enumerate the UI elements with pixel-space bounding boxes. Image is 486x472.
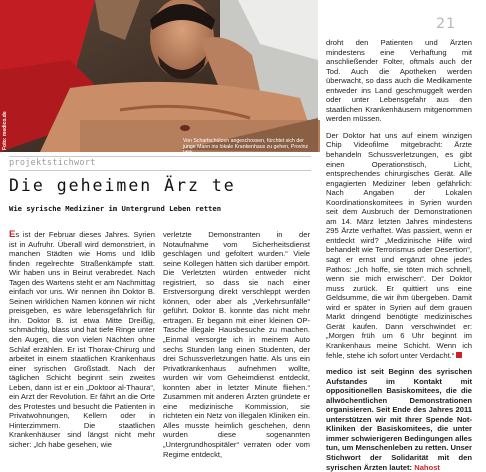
appeal-body: medico ist seit Beginn des syrischen Aufstandes im Kontakt mit oppositionellen Basiskomitees, die die allwöchentlichen Demonstrationen organisieren. Seit Ende des Jahres 2011 unterstützen wir mit Ihrer Spende Not-Kliniken der Basiskomitees, die unter immer schwierigeren Bedingungen alles tun, um Menschenleben zu retten. Unser Stichwort der Solidarität mit den syrischen Ärzten lautet:: [326, 367, 472, 472]
donation-keyword: Nahost: [414, 462, 440, 472]
text-column-3: [326, 38, 472, 472]
photo-credit: Foto: medico.de: [2, 111, 8, 150]
divider-bottom: [9, 170, 311, 171]
appeal-box: [326, 367, 472, 472]
text-column-2: [163, 230, 310, 462]
drop-cap: E: [9, 229, 16, 240]
text-column-1: [9, 230, 155, 462]
wounded-patient-image: [0, 0, 318, 152]
page-number: 21: [436, 16, 456, 32]
paragraph-text: Der Doktor hat uns auf einem winzigen Chip Videofilme mitgebracht: Ärzte behandeln Schussverletzungen, es gibt einen Operationstisch, Licht, entsprechendes chirurgisches Gerät. Alle engagierten Mediziner leben gefährlich: Nach Angaben der Lokalen Koordinationskomitees in Syrien wurden seit dem Ausbruch der Demonstrationen am 14. März letzten Jahres mindestens 295 Ärzte verhaftet. Was passiert, wenn er entdeckt wird? „Medizinische Hilfe wird behandelt wie Terrorismus oder Desertion“, sagt er ernst und ergänzt ohne jedes Pathos: „Ich hoffe, sie töten mich schnell, wenn sie mich erwischen“. Der Doktor muss zurück. Er quittiert uns eine Geldsumme, die wir ihm übergeben. Damit wird er später in Syrien auf dem grauen Markt dringend benötigte medizinisches Gerät kaufen. Dann verschwindet er: „Morgen früh um 6 Uhr beginnt im Krankenhaus meine Schicht. Wenn ich fehle, stehe ich sofort unter Verdacht.“: [326, 130, 472, 360]
end-mark-icon: [456, 352, 462, 358]
paragraph-gap: [326, 124, 472, 131]
section-kicker: projektstichwort: [9, 158, 96, 168]
paragraph-text: droht den Patienten und Ärzten mindestens eine Verhaftung mit anschließender Folter, oftmals auch der Tod. Auch die Apotheken werden überwacht, so dass auch die Medikamente entweder ins Land geschmuggelt werden oder unter Lebensgefahr aus den staatlichen Krankenhäusern mitgenommen werden müssen.: [326, 38, 472, 124]
lead-paragraph: [9, 230, 155, 450]
paragraph-text: [326, 131, 472, 360]
paragraph-gap: [326, 360, 472, 367]
paragraph-text: verletzte Demonstranten in der Notaufnahme vom Sicherheitsdienst geschlagen und gefoltert wurden.“ Viele seine Kollegen hätten sich darüber empört. Die Verletzten würden entweder nicht registriert, so dass sie nach einer Erstversorgung direkt verschleppt werden können, oder aber als „Verkehrsunfälle“ geführt. Doktor B. konnte das nicht mehr ertragen. Er begann mit einer kleinen OP-Tasche illegale Hausbesuche zu machen. „Einmal versorgte ich in meinem Auto sechs Stunden lang einen Studenten, der drei Schussverletzungen hatte. Als uns ein Privatkrankenhaus aufnehmen wollte, wurden wir vom Geheimdienst entdeckt, konnten aber in letzter Minute fliehen.“ Zusammen mit anderen Ärzten gründete er eine medizinische Kommission, sie richteten ein Netz von illegalen Kliniken ein. Alles musste heimlich geschehen, denn wurden diese sogenannten „Untergrundhospitäler“ verraten oder vom Regime entdeckt,: [163, 230, 310, 459]
article-subhead: Wie syrische Mediziner im Untergrund Leben retten: [9, 204, 222, 213]
article-headline: Die geheimen Ärz te: [9, 176, 236, 195]
article-photo: [0, 0, 318, 156]
appeal-text: [326, 367, 472, 472]
paragraph-text: s ist der Februar dieses Jahres. Syrien ist in Aufruhr. Überall wird demonstriert, in manchen Städten wie Homs und Idlib finden regelrechte Straßenkämpfe statt. Wir haben uns in Beirut verabredet. Nach Tagen des Wartens steht er am Nachmittag einfach vor uns. Wir nennen ihn Doktor B. Seinen wirklichen Namen können wir nicht preisgeben, es wäre lebensgefährlich für ihn. Doktor B. ist etwa Mitte Dreißig, schmächtig, blass und hat tiefe Ringe unter den Augen, die von vielen Nächten ohne Schlaf erzählen. Er ist Thorax-Chirurg und arbeitet in einem staatlichen Krankenhaus einer syrischen Großstadt. Nach der täglichen Schicht beginnt sein zweites Leben, dann ist er ein „Doktoor al-Thaura“, ein Arzt der Revolution. Er fährt an die Orte des Protestes und besucht die Patienten in Privatwohnungen, Kellern oder in Hinterzimmern. Die staatlichen Krankenhäuser sind längst nicht mehr sicher: „Ich habe gesehen, wie: [9, 230, 155, 450]
photo-caption: Von Scharfschützen angeschossen, fürchtet sich der junge Mann ins lokale Krankenhaus zu gehen, Provinz Idlib.: [183, 138, 309, 156]
divider-top: [9, 156, 311, 157]
